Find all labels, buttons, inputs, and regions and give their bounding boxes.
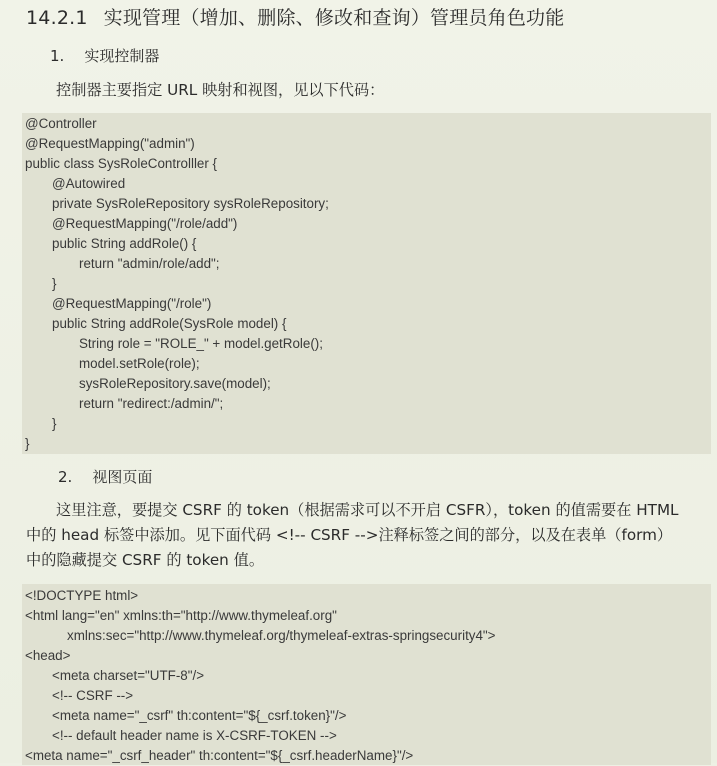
code-line: public String addRole(SysRole model) { bbox=[52, 316, 287, 331]
code-line: sysRoleRepository.save(model); bbox=[79, 376, 271, 391]
intro-paragraph: 控制器主要指定 URL 映射和视图，见以下代码： bbox=[56, 81, 385, 99]
code-line: <html lang="en" xmlns:th="http://www.thymeleaf.org" bbox=[25, 608, 337, 623]
code-line: <!-- default header name is X-CSRF-TOKEN --> bbox=[52, 728, 337, 743]
code-line: public String addRole() { bbox=[52, 236, 197, 251]
code-line: } bbox=[25, 436, 30, 451]
code-line: @RequestMapping("/role") bbox=[52, 296, 212, 311]
code-line: <!DOCTYPE html> bbox=[25, 588, 139, 603]
code-block-view bbox=[22, 584, 711, 765]
code-line: @RequestMapping("/role/add") bbox=[52, 216, 238, 231]
paragraph-line: 中的 head 标签中添加。见下面代码 <!-- CSRF -->注释标签之间的部分，以及在表单（form） bbox=[26, 526, 673, 544]
subheading-view bbox=[58, 466, 152, 487]
section-heading bbox=[26, 3, 564, 30]
code-line: } bbox=[52, 276, 57, 291]
code-line: return "redirect:/admin/"; bbox=[79, 396, 224, 411]
code-block-controller bbox=[22, 113, 711, 454]
code-line: <meta charset="UTF-8"/> bbox=[52, 668, 205, 683]
paragraph-line: 这里注意，要提交 CSRF 的 token（根据需求可以不开启 CSFR），token 的值需要在 HTML bbox=[56, 501, 679, 519]
code-line: private SysRoleRepository sysRoleRepository; bbox=[52, 196, 329, 211]
code-line: <meta name="_csrf_header" th:content="${_csrf.headerName}"/> bbox=[25, 748, 414, 763]
section-title: 实现管理（增加、删除、修改和查询）管理员角色功能 bbox=[103, 7, 565, 29]
code-line: @Controller bbox=[25, 116, 97, 131]
code-line: <meta name="_csrf" th:content="${_csrf.token}"/> bbox=[52, 708, 347, 723]
subheading-title: 实现控制器 bbox=[84, 47, 160, 65]
code-line: } bbox=[52, 416, 57, 431]
code-line: public class SysRoleControlller { bbox=[25, 156, 218, 171]
code-line: return "admin/role/add"; bbox=[79, 256, 220, 271]
code-line: <head> bbox=[25, 648, 71, 663]
section-number: 14.2.1 bbox=[26, 7, 88, 29]
code-line: String role = "ROLE_" + model.getRole(); bbox=[79, 336, 323, 351]
subheading-controller bbox=[50, 45, 159, 66]
subheading-number: 1. bbox=[50, 47, 65, 65]
code-line: <!-- CSRF --> bbox=[52, 688, 134, 703]
subheading-number: 2. bbox=[58, 468, 73, 486]
code-line: @Autowired bbox=[52, 176, 126, 191]
subheading-title: 视图页面 bbox=[92, 468, 153, 486]
code-line: @RequestMapping("admin") bbox=[25, 136, 195, 151]
code-line: xmlns:sec="http://www.thymeleaf.org/thymeleaf-extras-springsecurity4"> bbox=[67, 628, 496, 643]
code-line: model.setRole(role); bbox=[79, 356, 200, 371]
paragraph-line: 中的隐藏提交 CSRF 的 token 值。 bbox=[26, 551, 265, 569]
csrf-paragraph bbox=[26, 498, 712, 573]
